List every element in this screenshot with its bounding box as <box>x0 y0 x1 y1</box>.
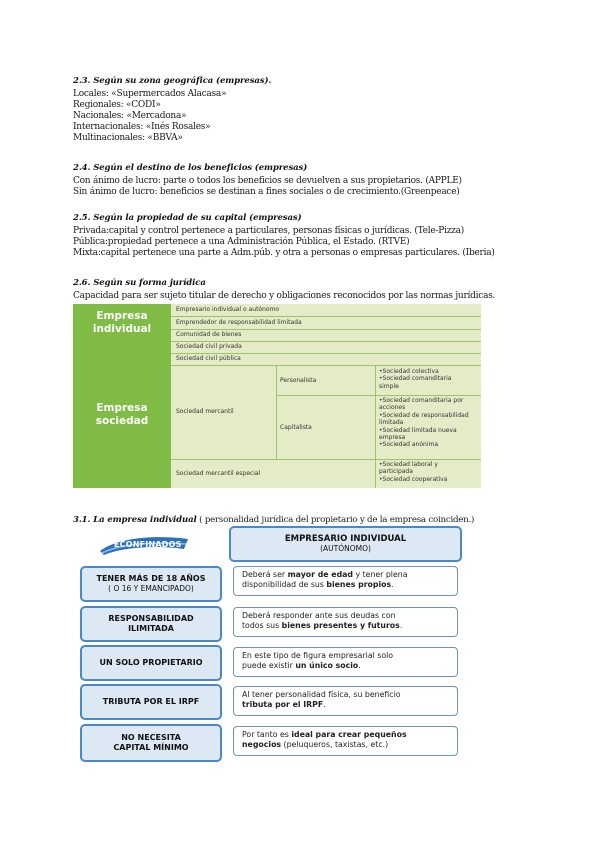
chip-un-solo-propietario <box>80 645 222 681</box>
chip-label: RESPONSABILIDAD <box>108 614 194 623</box>
list-destino-beneficios <box>73 176 462 198</box>
chip-capital-minimo <box>80 724 222 762</box>
desc-mayor-edad: Deberá ser mayor de edad y tener plena disponibilidad de sus bienes propios. <box>233 566 458 596</box>
list-item: •Sociedad de responsabilidad <box>379 411 469 419</box>
empresario-individual-title <box>229 526 462 562</box>
list-item: limitada <box>379 419 404 427</box>
list-zona-geografica <box>73 89 226 144</box>
group-label: Empresa <box>96 309 148 322</box>
list-item: Mixta:capital pertenece una parte a Adm.púb. y otra a personas o empresas particulares. (Iberia) <box>73 248 495 258</box>
cell-personalista: Personalista <box>280 377 317 384</box>
econfinados-logo <box>98 533 190 557</box>
list-item: Sin ánimo de lucro: beneficios se destinan a fines sociales o de crecimiento.(Greenpeace) <box>73 187 460 197</box>
list-item: Nacionales: «Mercadona» <box>73 111 187 121</box>
list-item: empresa <box>379 434 406 442</box>
chip-responsabilidad-ilimitada <box>80 606 222 642</box>
chip-mayor-edad <box>80 566 222 602</box>
cell-civil-publica: Sociedad civil pública <box>176 355 241 362</box>
list-item: •Sociedad limitada nueva <box>379 426 457 434</box>
list-item: simple <box>379 382 399 390</box>
list-item: acciones <box>379 404 406 412</box>
cell-emprendedor: Emprendedor de responsabilidad limitada <box>176 319 302 326</box>
forma-juridica-intro: Capacidad para ser sujeto titular de derecho y obligaciones reconocidos por las normas jurídicas. <box>73 291 496 301</box>
forma-juridica-table <box>73 304 481 488</box>
chip-label: UN SOLO PROPIETARIO <box>99 658 203 667</box>
group-label: Empresa <box>96 401 148 414</box>
heading-empresa-individual <box>73 507 474 526</box>
capitalista-list <box>379 397 469 449</box>
list-item: •Sociedad anónima <box>379 441 439 449</box>
list-item: Regionales: «CODI» <box>73 100 161 110</box>
group-label: sociedad <box>95 414 149 427</box>
list-item: •Sociedad cooperativa <box>379 475 448 483</box>
chip-tributa-irpf <box>80 684 222 720</box>
desc-responsabilidad-ilimitada: Deberá responder ante sus deudas con todos sus bienes presentes y futuros. <box>233 607 458 637</box>
cell-mercantil-especial: Sociedad mercantil especial <box>176 470 261 477</box>
heading-destino-beneficios: 2.4. Según el destino de los beneficios (empresas) <box>73 163 308 173</box>
list-item: Pública:propiedad pertenece a una Administración Pública, el Estado. (RTVE) <box>73 237 410 247</box>
chip-label: TENER MÁS DE 18 AÑOS <box>96 574 206 583</box>
list-item: •Sociedad comanditaria por <box>379 397 464 404</box>
group-label: individual <box>92 322 152 335</box>
heading-empresa-individual-note: ( personalidad jurídica del propietario y de la empresa coinciden.) <box>196 515 475 525</box>
list-item: Locales: «Supermercados Alacasa» <box>73 89 227 99</box>
cell-capitalista: Capitalista <box>280 424 312 431</box>
desc-tributa-irpf: Al tener personalidad física, su beneficio tributa por el IRPF. <box>233 686 458 716</box>
heading-zona-geografica: 2.3. Según su zona geográfica (empresas). <box>73 76 272 86</box>
list-item: Con ánimo de lucro: parte o todos los beneficios se devuelven a sus propietarios. (APPLE) <box>73 176 462 186</box>
list-item: •Sociedad comanditaria <box>379 375 452 383</box>
list-item: participada <box>379 468 413 476</box>
cell-sociedad-mercantil: Sociedad mercantil <box>176 408 234 415</box>
chip-sublabel: CAPITAL MÍNIMO <box>113 743 189 752</box>
list-item: Internacionales: «Inés Rosales» <box>73 122 211 132</box>
heading-empresa-individual-title: 3.1. La empresa individual <box>73 515 197 525</box>
list-item: Multinacionales: «BBVA» <box>73 133 183 143</box>
list-item: •Sociedad colectiva <box>379 368 439 375</box>
chip-sublabel: ILIMITADA <box>128 624 174 633</box>
list-item: Privada:capital y control pertenece a particulares, personas físicas o jurídicas. (Tele-Pizza) <box>73 226 465 236</box>
chip-sublabel: ( O 16 Y EMANCIPADO) <box>108 584 194 593</box>
list-propiedad-capital <box>73 226 495 259</box>
heading-forma-juridica: 2.6. Según su forma jurídica <box>73 278 206 288</box>
cell-empresario-individual: Empresario individual o autónomo <box>176 306 280 313</box>
cell-civil-privada: Sociedad civil privada <box>176 343 242 350</box>
list-item: •Sociedad laboral y <box>379 461 438 468</box>
group-empresa-sociedad <box>73 341 171 488</box>
cell-comunidad-bienes: Comunidad de bienes <box>176 331 242 338</box>
especial-list <box>379 461 447 483</box>
personalista-list <box>379 368 452 390</box>
title-text: EMPRESARIO INDIVIDUAL <box>284 534 407 544</box>
group-empresa-individual <box>73 304 171 341</box>
subtitle-text: (AUTÓNOMO) <box>320 544 371 553</box>
chip-label: TRIBUTA POR EL IRPF <box>102 697 200 706</box>
logo-text: ECONFINADOS <box>114 540 182 549</box>
heading-propiedad-capital: 2.5. Según la propiedad de su capital (empresas) <box>73 213 302 223</box>
chip-label: NO NECESITA <box>121 733 181 742</box>
desc-un-solo-propietario: En este tipo de figura empresarial solo puede existir un único socio. <box>233 647 458 677</box>
desc-capital-minimo: Por tanto es ideal para crear pequeños negocios (peluqueros, taxistas, etc.) <box>233 726 458 756</box>
